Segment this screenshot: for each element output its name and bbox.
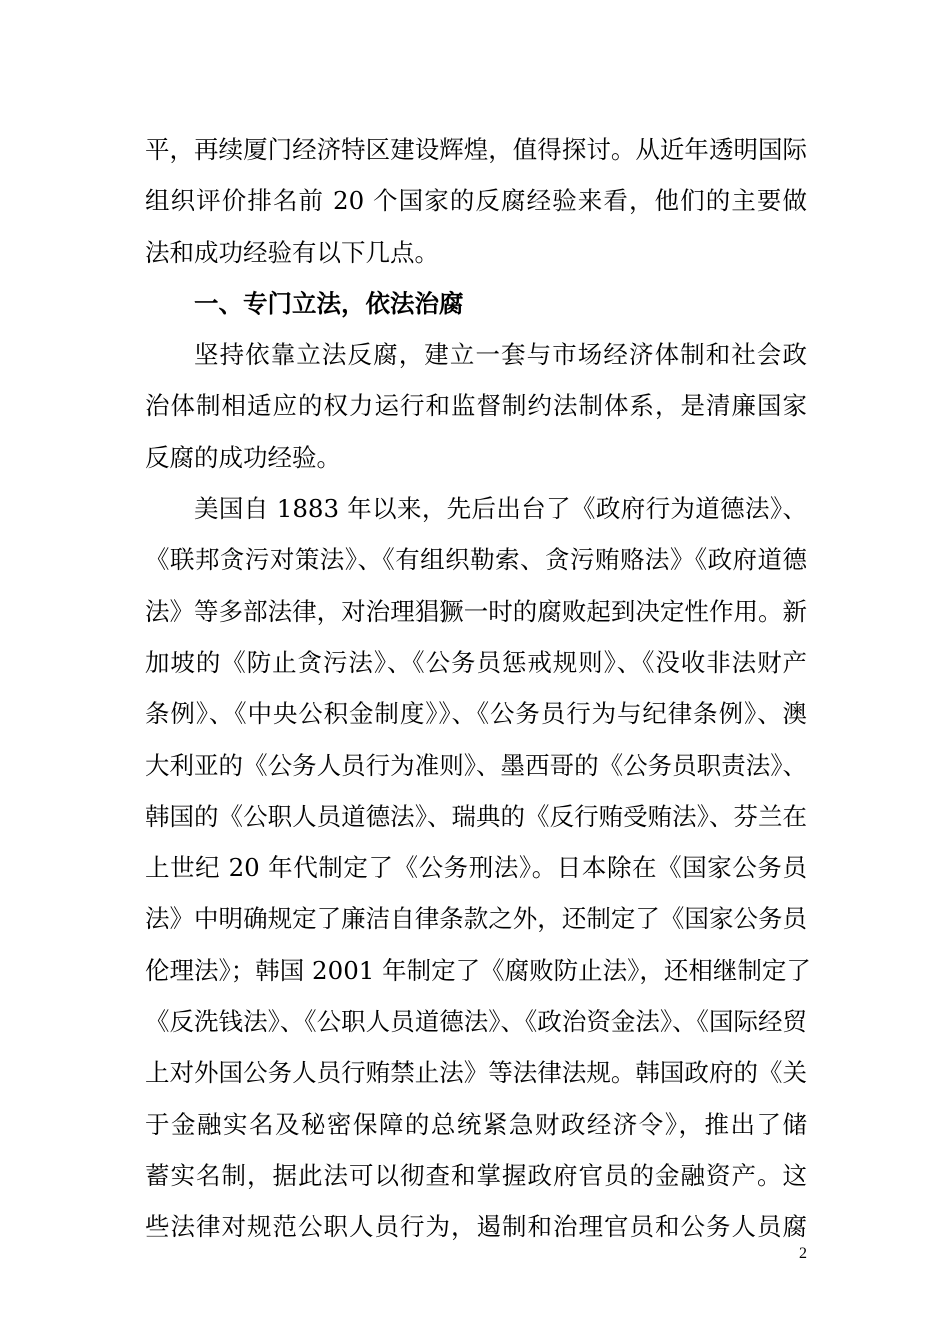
text-line: 韩国的《公职人员道德法》、瑞典的《反行贿受贿法》、芬兰在 (145, 801, 807, 831)
text-line: 《反洗钱法》、《公职人员道德法》、《政治资金法》、《国际经贸 (145, 1007, 807, 1037)
text-line: 伦理法》；韩国 2001 年制定了《腐败防止法》，还相继制定了 (145, 955, 811, 985)
text-line: 上世纪 20 年代制定了《公务刑法》。日本除在《国家公务员 (145, 853, 807, 883)
text-line: 美国自 1883 年以来，先后出台了《政府行为道德法》、 (194, 494, 807, 524)
text-line: 治体制相适应的权力运行和监督制约法制体系，是清廉国家 (145, 391, 807, 421)
text-line: 法》等多部法律，对治理猖獗一时的腐败起到决定性作用。新 (145, 596, 807, 626)
text-line: 平，再续厦门经济特区建设辉煌，值得探讨。从近年透明国际 (145, 135, 807, 164)
text-line: 于金融实名及秘密保障的总统紧急财政经济令》，推出了储 (145, 1109, 807, 1139)
text-line: 上对外国公务人员行贿禁止法》等法律法规。韩国政府的《关 (145, 1058, 807, 1088)
text-line: 法和成功经验有以下几点。 (145, 237, 439, 267)
text-line: 加坡的《防止贪污法》、《公务员惩戒规则》、《没收非法财产 (145, 647, 807, 677)
text-line: 反腐的成功经验。 (145, 442, 341, 472)
section-heading: 一、专门立法，依法治腐 (194, 288, 464, 318)
page-number: 2 (799, 1245, 807, 1262)
text-line: 蓄实名制，据此法可以彻查和掌握政府官员的金融资产。这 (145, 1160, 807, 1190)
text-line: 些法律对规范公职人员行为，遏制和治理官员和公务人员腐 (145, 1212, 807, 1242)
text-line: 坚持依靠立法反腐，建立一套与市场经济体制和社会政 (194, 340, 807, 370)
text-line: 条例》、《中央公积金制度》》、《公务员行为与纪律条例》、澳 (145, 699, 807, 729)
text-line: 大利亚的《公务人员行为准则》、墨西哥的《公务员职责法》、 (145, 750, 807, 780)
text-line: 法》中明确规定了廉洁自律条款之外，还制定了《国家公务员 (145, 904, 807, 934)
body-text (145, 124, 811, 1253)
text-line: 《联邦贪污对策法》、《有组织勒索、贪污贿赂法》《政府道德 (145, 545, 807, 575)
text-line: 组织评价排名前 20 个国家的反腐经验来看，他们的主要做 (145, 186, 807, 216)
